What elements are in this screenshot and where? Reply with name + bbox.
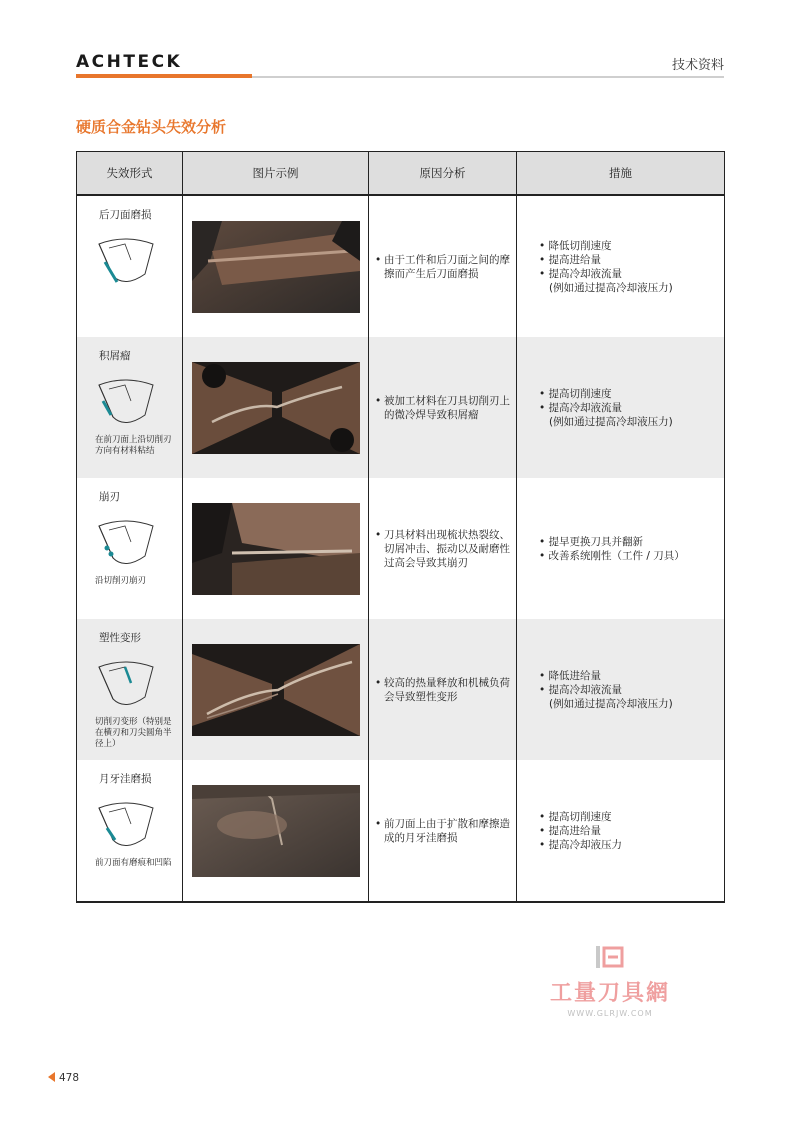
failure-mode-note: 前刀面有磨痕和凹陷 [95, 858, 172, 868]
cause-text: 由于工件和后刀面之间的摩擦而产生后刀面磨损 [384, 253, 510, 280]
bullet: • [539, 239, 549, 252]
measure-item: 降低切削速度 [548, 239, 612, 252]
failure-mode-cell [77, 478, 183, 619]
watermark-text: 工量刀具網 [549, 981, 670, 1006]
header-failure-mode: 失效形式 [77, 152, 183, 196]
bullet: • [539, 387, 549, 400]
table-row [77, 195, 725, 337]
drill-sketch-built-up-edge [95, 371, 157, 431]
cause-cell [369, 337, 517, 478]
failure-mode-name: 塑性变形 [99, 632, 141, 644]
drill-sketch-plastic-deformation [95, 653, 157, 713]
bullet: • [375, 676, 382, 689]
measure-item: (例如通过提高冷却液压力) [549, 281, 673, 294]
cause-cell [369, 619, 517, 760]
measures-cell [517, 760, 725, 902]
failure-mode-cell [77, 619, 183, 760]
watermark-url: WWW.GLRJW.COM [567, 1009, 653, 1018]
failure-mode-name: 积屑瘤 [99, 350, 131, 362]
bullet: • [539, 549, 549, 562]
failure-mode-note: 沿切削刃崩刃 [95, 576, 147, 586]
bullet: • [539, 267, 549, 280]
cause-text: 刀具材料出现梳状热裂纹、切屑冲击、振动以及耐磨性过高会导致其崩刃 [384, 528, 510, 569]
measures-cell [517, 337, 725, 478]
bullet: • [539, 253, 549, 266]
bullet: • [539, 810, 549, 823]
measure-item: 提早更换刀具并翻新 [548, 535, 644, 548]
photo-cell [183, 195, 369, 337]
flank-wear-photo [192, 221, 360, 313]
cause-cell [369, 195, 517, 337]
failure-mode-cell [77, 337, 183, 478]
table-row [77, 337, 725, 478]
measure-item: 提高冷却液流量 [548, 683, 623, 696]
bullet: • [375, 394, 382, 407]
watermark [540, 944, 680, 1018]
measure-item: 提高切削速度 [548, 810, 612, 823]
cause-text: 较高的热量释放和机械负荷会导致塑性变形 [384, 676, 510, 703]
cause-cell [369, 478, 517, 619]
failure-mode-name: 后刀面磨损 [99, 209, 152, 221]
page-number-text: 478 [59, 1072, 80, 1084]
bullet: • [539, 401, 549, 414]
plastic-deformation-photo [192, 644, 360, 736]
header-cause-analysis: 原因分析 [369, 152, 517, 196]
photo-cell [183, 478, 369, 619]
bullet: • [375, 528, 382, 541]
bullet: • [539, 683, 549, 696]
measure-item: 提高切削速度 [548, 387, 612, 400]
measure-item: (例如通过提高冷却液压力) [549, 415, 673, 428]
measure-item: 改善系统刚性（工件 / 刀具） [548, 549, 685, 562]
measure-item: 提高冷却液流量 [548, 401, 623, 414]
bullet: • [539, 669, 549, 682]
failure-mode-cell [77, 195, 183, 337]
measure-item: 提高冷却液流量 [548, 267, 623, 280]
chipping-photo [192, 503, 360, 595]
measures-cell [517, 478, 725, 619]
photo-cell [183, 760, 369, 902]
header-accent-line [76, 74, 252, 78]
measure-item: 提高冷却液压力 [548, 838, 623, 851]
bullet: • [539, 824, 549, 837]
photo-cell [183, 337, 369, 478]
failure-mode-name: 崩刃 [99, 491, 120, 503]
drill-sketch-flank-wear [95, 230, 157, 290]
page-title: 硬质合金钻头失效分析 [76, 118, 227, 136]
cause-text: 前刀面上由于扩散和摩擦造成的月牙洼磨损 [384, 817, 510, 844]
failure-mode-cell [77, 760, 183, 902]
built-up-edge-photo [192, 362, 360, 454]
measure-item: 降低进给量 [548, 669, 602, 682]
bullet: • [539, 535, 549, 548]
drill-sketch-chipping [95, 512, 157, 572]
measures-cell [517, 619, 725, 760]
table-row [77, 760, 725, 902]
bullet: • [375, 253, 382, 266]
cause-text: 被加工材料在刀具切削刃上的微冷焊导致积屑瘤 [384, 394, 510, 421]
measure-item: 提高进给量 [548, 824, 602, 837]
page-arrow-icon [48, 1072, 55, 1082]
table-row [77, 478, 725, 619]
watermark-logo-icon [592, 944, 628, 972]
crater-wear-photo [192, 785, 360, 877]
measure-item: (例如通过提高冷却液压力) [549, 697, 673, 710]
section-label: 技术资料 [671, 58, 724, 73]
photo-cell [183, 619, 369, 760]
bullet: • [539, 838, 549, 851]
failure-mode-name: 月牙洼磨损 [99, 773, 152, 785]
drill-sketch-crater-wear [95, 794, 157, 854]
failure-mode-note: 切削刃变形（特别是在横刃和刀尖圆角半径上） [95, 717, 172, 749]
bullet: • [375, 817, 382, 830]
header-measures: 措施 [517, 152, 725, 196]
header-photo-example: 图片示例 [183, 152, 369, 196]
header-divider-line [252, 76, 724, 78]
measures-cell [517, 195, 725, 337]
failure-mode-note: 在前刀面上沿切削刃方向有材料粘结 [95, 435, 172, 456]
measure-item: 提高进给量 [548, 253, 602, 266]
table-header-row [77, 152, 725, 196]
brand-logo: ACHTECK [76, 52, 183, 72]
table-row [77, 619, 725, 760]
page-number [48, 1072, 79, 1084]
failure-analysis-table [76, 151, 725, 903]
cause-cell [369, 760, 517, 902]
